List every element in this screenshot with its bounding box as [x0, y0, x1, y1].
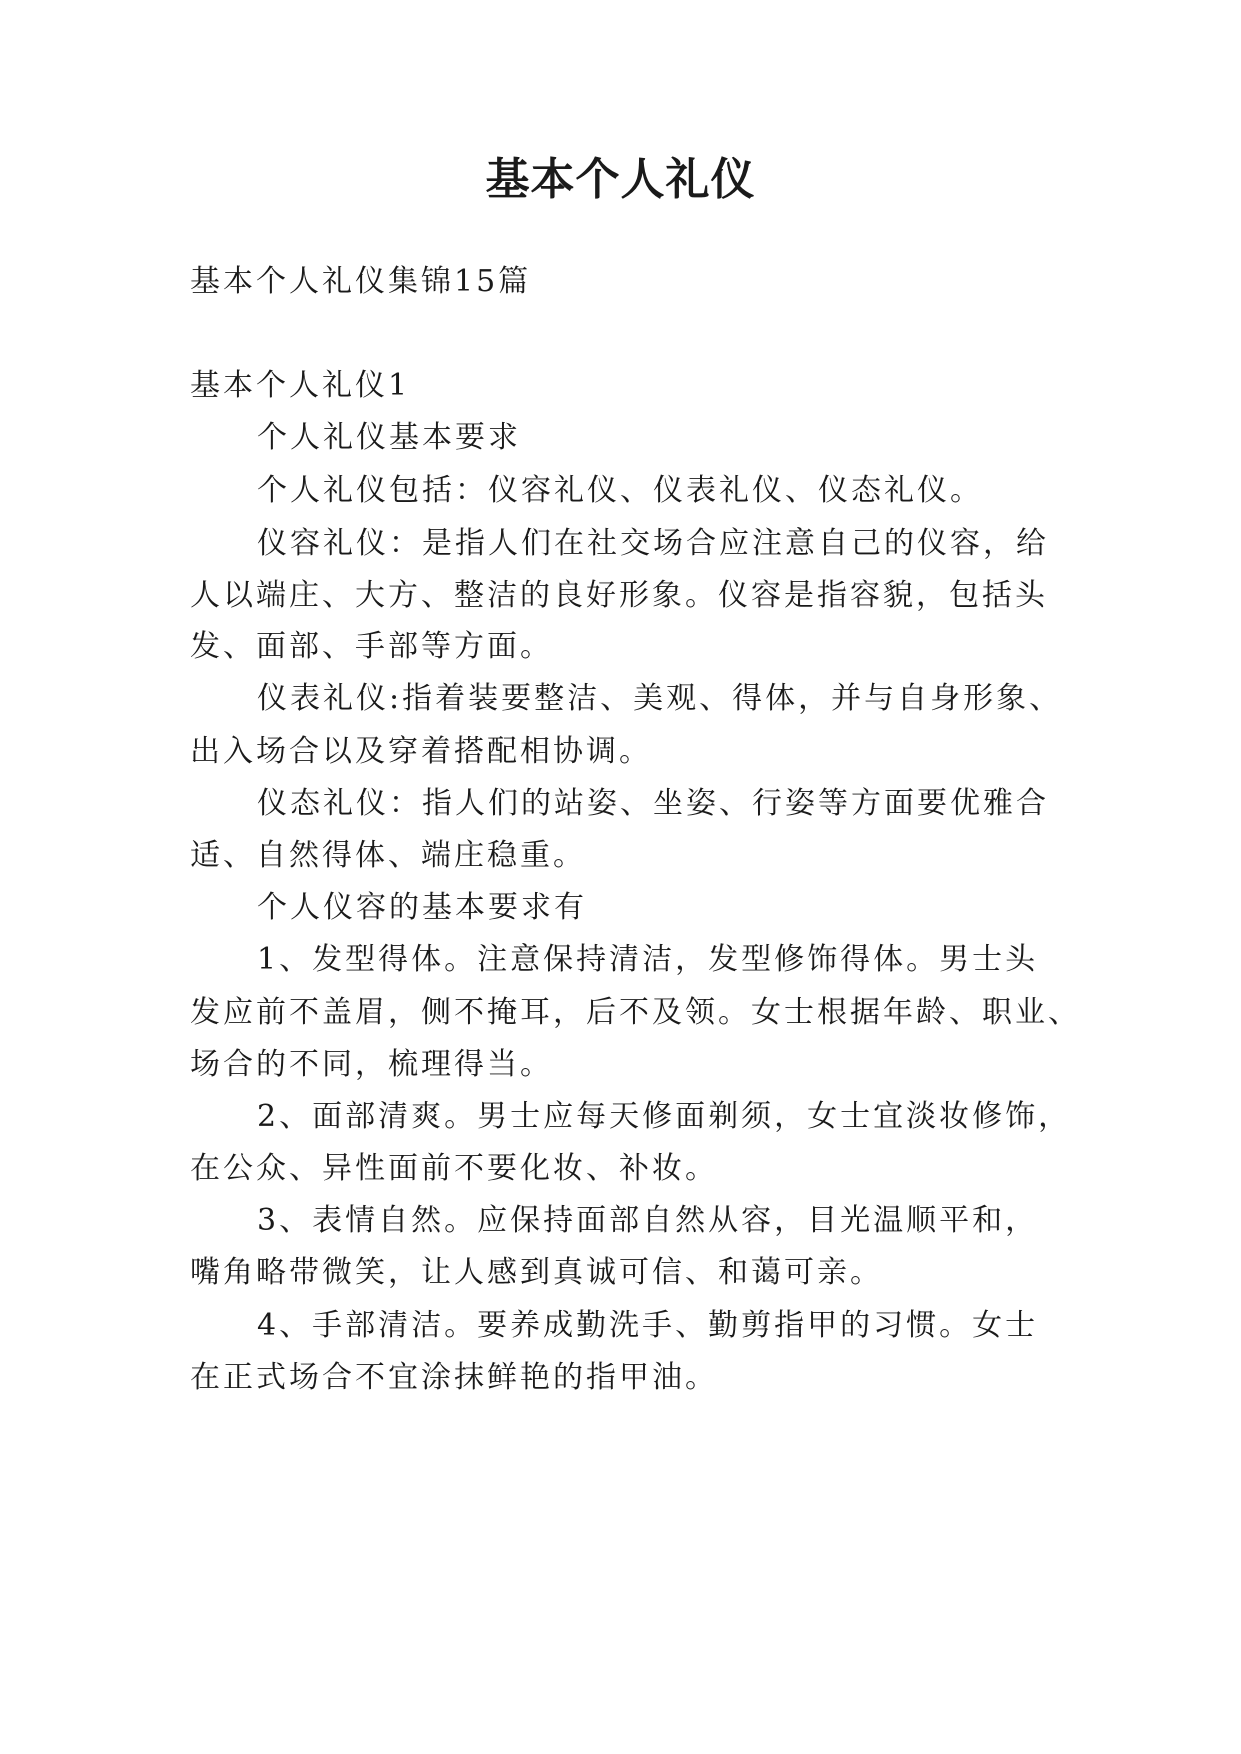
paragraph-line: 仪容礼仪：是指人们在社交场合应注意自己的仪容，给: [257, 526, 1049, 561]
paragraph-line: 在公众、异性面前不要化妆、补妆。: [190, 1151, 718, 1186]
section-heading: 基本个人礼仪1: [190, 368, 411, 403]
paragraph-line: 在正式场合不宜涂抹鲜艳的指甲油。: [190, 1360, 718, 1395]
paragraph-line: 发应前不盖眉，侧不掩耳，后不及领。女士根据年龄、职业、: [190, 995, 1081, 1030]
paragraph-line: 1、发型得体。注意保持清洁，发型修饰得体。男士头: [257, 942, 1039, 977]
paragraph-line: 3、表情自然。应保持面部自然从容，目光温顺平和，: [257, 1203, 1039, 1238]
paragraph-line: 4、手部清洁。要养成勤洗手、勤剪指甲的习惯。女士: [257, 1308, 1039, 1343]
paragraph-line: 个人礼仪基本要求: [257, 420, 521, 455]
paragraph-line: 2、面部清爽。男士应每天修面剃须，女士宜淡妆修饰，: [257, 1099, 1072, 1134]
paragraph-line: 嘴角略带微笑，让人感到真诚可信、和蔼可亲。: [190, 1255, 883, 1290]
paragraph-line: 出入场合以及穿着搭配相协调。: [190, 734, 652, 769]
paragraph-line: 发、面部、手部等方面。: [190, 629, 553, 664]
paragraph-line: 适、自然得体、端庄稳重。: [190, 838, 586, 873]
paragraph-line: 场合的不同，梳理得当。: [190, 1047, 553, 1082]
document-title: 基本个人礼仪: [485, 154, 756, 205]
paragraph-line: 仪态礼仪：指人们的站姿、坐姿、行姿等方面要优雅合: [257, 786, 1049, 821]
paragraph-line: 个人仪容的基本要求有: [257, 890, 587, 925]
paragraph-line: 仪表礼仪:指着装要整洁、美观、得体，并与自身形象、: [257, 681, 1063, 716]
paragraph-line: 人以端庄、大方、整洁的良好形象。仪容是指容貌，包括头: [190, 578, 1048, 613]
paragraph-line: 个人礼仪包括：仪容礼仪、仪表礼仪、仪态礼仪。: [257, 473, 983, 508]
collection-title: 基本个人礼仪集锦15篇: [190, 264, 532, 299]
